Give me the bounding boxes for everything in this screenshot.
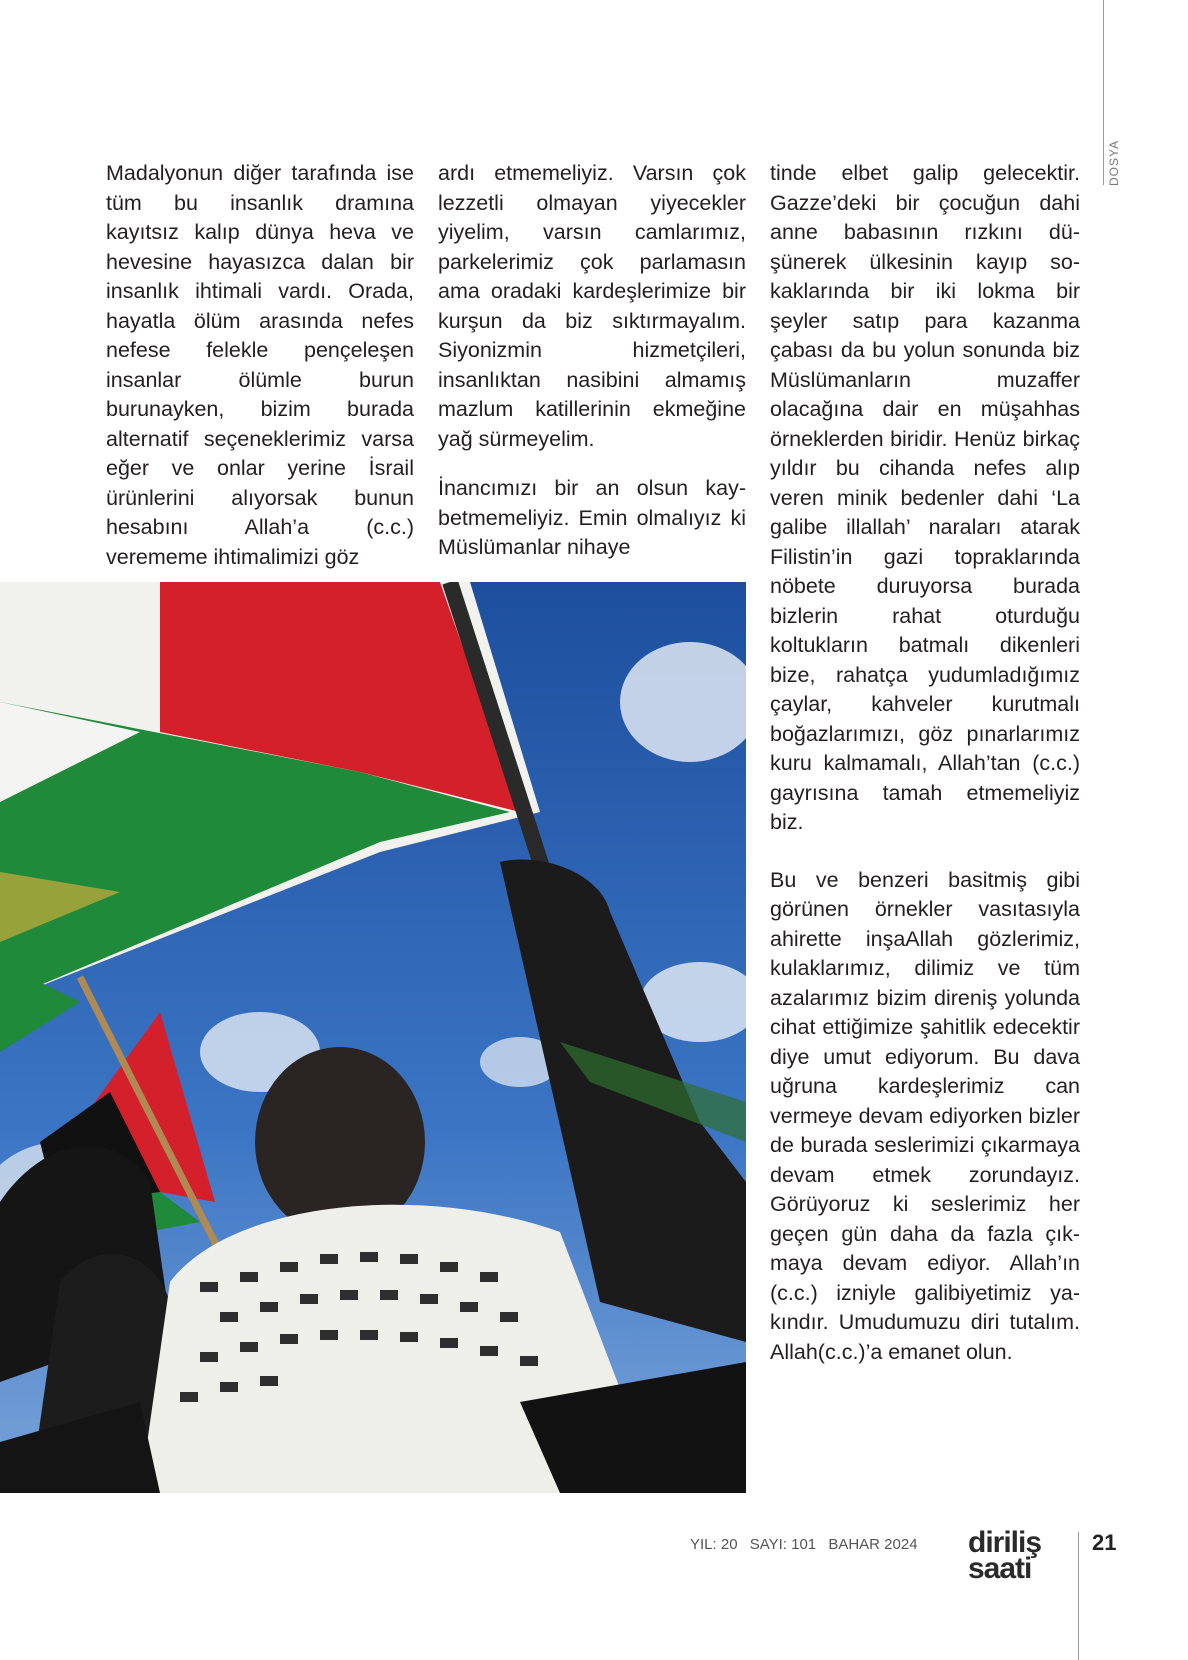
page-number: 21 [1092,1530,1117,1555]
text-column-3 [770,159,1080,1499]
footer-vertical-rule [1078,1532,1079,1660]
magazine-logo [968,1526,1068,1590]
logo-line-2: saati [968,1552,1032,1585]
paragraph: tinde elbet galip gelecektir. Gazze’deki bir çocuğun dahi anne babasının rızkını düşünerek ülkesinin kayıp sokaklarında bir iki lokma bir şeyler satıp para kazanma çabası da bu yolun sonunda biz Müslümanların muzaffer olacağına dair en müşahhas örneklerden biridir. Henüz birkaç yıldır bu cihanda nefes alıp veren minik bedenler dahi ‘La galibe illallah’ naraları atarak Filistin’in gazi topraklarında nöbete duruyorsa burada bizlerin rahat oturduğu koltukların batmalı dikenleri bize, rahatça yudumladığımız çaylar, kahveler kurutmalı boğazlarımızı, göz pınarlarımız kuru kalmamalı, Allah’tan (c.c.) gayrısına tamah etmemeliyiz biz. [770,161,1080,834]
issue-info [690,1536,940,1560]
paragraph: İnancımızı bir an olsun kaybetmemeliyiz. Emin olmalıyız ki Müslümanlar nihaye [438,476,746,559]
issue-label: SAYI: 101 [749,1536,817,1553]
season-label: BAHAR 2024 [828,1536,918,1553]
text-column-1 [106,159,414,569]
paragraph: ardı etmemeliyiz. Varsın çok lezzetli olmayan yiyecekler yiyelim, varsın camlarımız, parkelerimiz çok parlamasın ama oradaki kardeşlerimize bir kurşun da biz sıktırmayalım. Siyonizmin hizmetçileri, insanlıktan nasibini almamış mazlum katillerinin ekmeğine yağ sürmeyelim. [438,161,746,451]
logo-line-1: diriliş [968,1526,1042,1559]
text-column-2 [438,159,746,569]
year-label: YIL: 20 [690,1536,738,1553]
paragraph: Madalyonun diğer tarafında ise tüm bu insanlık dramına kayıtsız kalıp dünya heva ve hevesine hayasızca dalan bir insanlık ihtimali vardı. Orada, hayatla ölüm arasında nefes nefese felekle pençeleşen insanlar ölümle burun burunayken, bizim burada alternatif seçeneklerimiz varsa eğer ve onlar yerine İsrail ürünlerini alıyorsak bunun hesabını Allah’a (c.c.) verememe ihtimalimizi göz [106,161,414,569]
section-tag: DOSYA [1107,139,1121,187]
palestinian-flags-illustration [0,582,746,1493]
paragraph: Bu ve benzeri basitmiş gibi görünen örnekler vasıtasıyla ahirette inşaAllah gözlerimiz, kulaklarımız, dilimiz ve tüm azalarımız bizim direniş yolunda cihat ettiğimize şahitlik edecektir diye umut ediyorum. Bu dava uğruna kardeşlerimiz can vermeye devam ediyorken bizler de burada seslerimizi çıkarmaya devam etmek zorundayız. Görüyoruz ki seslerimiz her geçen gün daha da fazla çıkmaya devam ediyor. Allah’ın (c.c.) izniyle galibiyetimiz yakındır. Umudumuzu diri tutalım. Allah(c.c.)’a emanet olun. [770,867,1080,1364]
protest-photo [0,582,746,1493]
